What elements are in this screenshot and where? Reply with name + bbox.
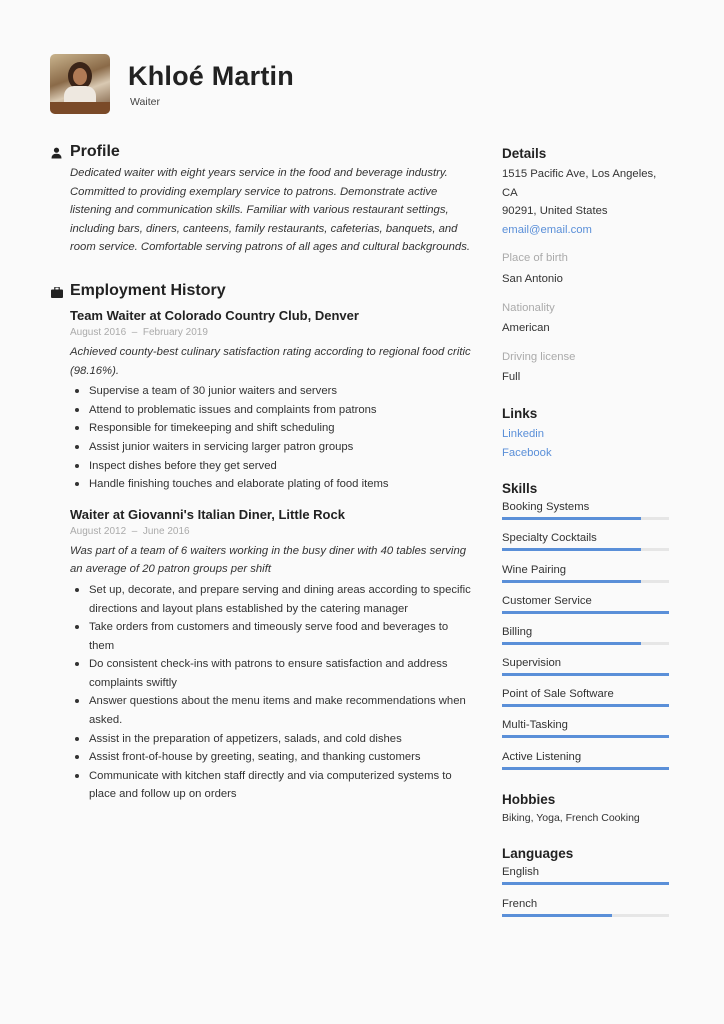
- profile-text: Dedicated waiter with eight years service in the food and beverage industry. Committed to providing exemplary service to patrons. Demonstrate active listening and communication skills. Familiar with various restaurant settings, including bars, diners, canteens, family restaurants, cafeterias, banquets, and room service. Comfortable serving patrons of all ages and cultural backgrounds.: [70, 167, 470, 254]
- skill-level-fill: [502, 548, 641, 551]
- skill-level-bar: [502, 580, 669, 583]
- job-bullets: [70, 382, 472, 494]
- list-item: Assist front-of-house by greeting, seating, and thanking customers: [70, 748, 472, 767]
- job-entry: [70, 506, 472, 804]
- language-item: [502, 897, 669, 928]
- skill-level-fill: [502, 517, 641, 520]
- skills-list: [502, 500, 669, 781]
- languages-list: [502, 865, 669, 927]
- job-title: Team Waiter at Colorado Country Club, Denver: [70, 307, 359, 323]
- email-link[interactable]: email@email.com: [502, 223, 592, 236]
- facebook-link[interactable]: Facebook: [502, 446, 552, 459]
- skill-level-fill: [502, 611, 669, 614]
- hobbies-heading: Hobbies: [502, 791, 556, 807]
- skill-level-fill: [502, 642, 641, 645]
- candidate-title: Waiter: [130, 96, 160, 108]
- skill-level-bar: [502, 673, 669, 676]
- birth-label: Place of birth: [502, 252, 568, 265]
- skill-name: Billing: [502, 625, 533, 638]
- skill-item: [502, 531, 669, 562]
- skills-heading: Skills: [502, 481, 538, 497]
- list-item: Attend to problematic issues and complaints from patrons: [70, 401, 472, 420]
- profile-section-heading: [70, 142, 472, 162]
- nationality-label: Nationality: [502, 301, 555, 314]
- skill-item: [502, 656, 669, 687]
- skill-name: Multi-Tasking: [502, 719, 568, 732]
- skill-level-bar: [502, 642, 669, 645]
- skill-level-bar: [502, 548, 669, 551]
- date-separator: –: [131, 525, 138, 537]
- skill-name: Active Listening: [502, 750, 582, 763]
- profile-heading: Profile: [70, 143, 120, 160]
- language-level-fill: [502, 882, 669, 885]
- job-bullets: [70, 581, 472, 804]
- employment-section-heading: [70, 281, 472, 301]
- languages-heading: Languages: [502, 846, 574, 862]
- skill-level-fill: [502, 735, 669, 738]
- skill-name: Specialty Cocktails: [502, 532, 597, 545]
- language-name: French: [502, 897, 538, 910]
- language-level-bar: [502, 882, 669, 885]
- skill-item: [502, 625, 669, 656]
- job-dates: [70, 525, 472, 539]
- list-item: Inspect dishes before they get served: [70, 457, 472, 476]
- employment-heading: Employment History: [70, 281, 226, 299]
- start-date: August 2012: [70, 525, 127, 537]
- list-item: Assist in the preparation of appetizers, salads, and cold dishes: [70, 730, 472, 749]
- skill-level-fill: [502, 673, 669, 676]
- language-level-bar: [502, 914, 669, 917]
- person-icon: [51, 145, 62, 165]
- linkedin-link[interactable]: Linkedin: [502, 427, 545, 440]
- candidate-name: Khloé Martin: [128, 61, 294, 91]
- details-heading: Details: [502, 146, 547, 161]
- sidebar-column: [502, 145, 669, 928]
- skill-level-bar: [502, 517, 669, 520]
- job-title: Waiter at Giovanni's Italian Diner, Little Rock: [70, 506, 345, 522]
- language-item: [502, 865, 669, 896]
- job-entry: [70, 307, 472, 494]
- job-summary: Achieved county-best culinary satisfaction rating according to regional food critic (98.16%).: [70, 345, 471, 377]
- avatar: [50, 54, 110, 114]
- skill-name: Customer Service: [502, 594, 592, 607]
- skill-item: [502, 750, 669, 781]
- list-item: Take orders from customers and timeously serve food and beverages to them: [70, 618, 472, 655]
- list-item: Do consistent check-ins with patrons to ensure satisfaction and address complaints swiftly: [70, 655, 472, 692]
- skill-name: Point of Sale Software: [502, 688, 614, 701]
- nationality-value: American: [502, 322, 550, 335]
- skill-level-bar: [502, 767, 669, 770]
- job-dates: [70, 326, 472, 340]
- end-date: February 2019: [142, 326, 208, 338]
- date-separator: –: [131, 326, 138, 338]
- job-summary: Was part of a team of 6 waiters working in the busy diner with 40 tables serving an average of 20 patron groups per shift: [70, 544, 467, 576]
- license-value: Full: [502, 371, 521, 384]
- address-line-2: 90291, United States: [502, 205, 608, 218]
- skill-level-bar: [502, 735, 669, 738]
- skill-name: Booking Systems: [502, 501, 590, 514]
- skill-item: [502, 718, 669, 749]
- skill-item: [502, 687, 669, 718]
- links-heading: Links: [502, 405, 538, 421]
- language-level-fill: [502, 914, 612, 917]
- briefcase-icon: [51, 284, 63, 304]
- list-item: Assist junior waiters in servicing larger patron groups: [70, 438, 472, 457]
- skill-name: Wine Pairing: [502, 563, 567, 576]
- list-item: Communicate with kitchen staff directly and via computerized systems to place and follow up on orders: [70, 767, 472, 804]
- hobbies-text: Biking, Yoga, French Cooking: [502, 811, 640, 824]
- address-line-1: 1515 Pacific Ave, Los Angeles, CA: [502, 168, 657, 199]
- list-item: Answer questions about the menu items and make recommendations when asked.: [70, 692, 472, 729]
- license-label: Driving license: [502, 350, 576, 363]
- skill-item: [502, 500, 669, 531]
- skill-level-bar: [502, 704, 669, 707]
- start-date: August 2016: [70, 326, 127, 338]
- skill-level-bar: [502, 611, 669, 614]
- main-column: [70, 142, 472, 804]
- skill-item: [502, 563, 669, 594]
- skill-level-fill: [502, 704, 669, 707]
- birth-value: San Antonio: [502, 272, 563, 285]
- skill-level-fill: [502, 580, 641, 583]
- list-item: Handle finishing touches and elaborate plating of food items: [70, 475, 472, 494]
- list-item: Responsible for timekeeping and shift scheduling: [70, 419, 472, 438]
- language-name: English: [502, 866, 540, 879]
- skill-item: [502, 594, 669, 625]
- end-date: June 2016: [142, 525, 190, 537]
- list-item: Supervise a team of 30 junior waiters and servers: [70, 382, 472, 401]
- list-item: Set up, decorate, and prepare serving and dining areas according to specific directions and layout plans established by the catering manager: [70, 581, 472, 618]
- skill-name: Supervision: [502, 657, 562, 670]
- skill-level-fill: [502, 767, 669, 770]
